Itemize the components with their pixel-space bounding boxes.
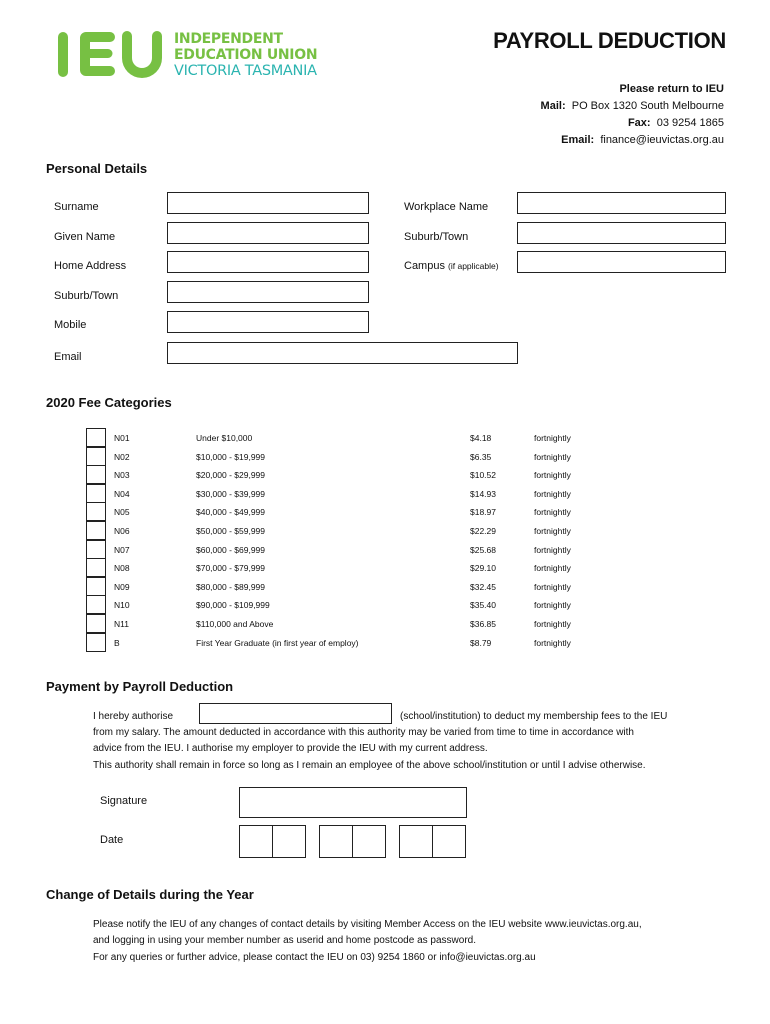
workplace-label: Workplace Name (404, 201, 489, 213)
logo-line-3: VICTORIA TASMANIA (174, 63, 317, 79)
fee-code: N05 (114, 507, 130, 518)
fee-amount: $4.18 (470, 433, 492, 443)
fee-amount: $18.97 (470, 507, 496, 518)
page-title: PAYROLL DEDUCTION (493, 28, 726, 53)
date-label: Date (100, 834, 124, 846)
change-line-3: For any queries or further advice, please contact the IEU on 03) 9254 1860 or info@ieuvictas.org.au (93, 952, 536, 963)
work-suburb-field[interactable] (517, 222, 726, 244)
fee-frequency: fortnightly (534, 563, 571, 574)
fee-range: $40,000 - $49,999 (196, 507, 266, 518)
fee-code: B (114, 637, 120, 648)
fee-frequency: fortnightly (534, 581, 571, 592)
fee-range: $80,000 - $89,999 (196, 581, 266, 592)
fee-frequency: fortnightly (534, 526, 571, 536)
fee-frequency: fortnightly (534, 451, 571, 462)
change-line-1: Please notify the IEU of any changes of contact details by visiting Member Access on the IEU website www.ieuvictas.org.au, (93, 919, 642, 930)
campus-field[interactable] (517, 251, 726, 273)
fee-checkbox[interactable] (86, 558, 106, 577)
fee-code: N07 (114, 544, 130, 555)
authority-line-3: advice from the IEU. I authorise my employer to provide the IEU with my current address. (93, 743, 488, 754)
return-info (541, 81, 724, 149)
email-address: finance@ieuvictas.org.au (600, 134, 724, 146)
mail-label: Mail: (540, 100, 566, 112)
date-day-field[interactable] (239, 825, 306, 858)
fee-checkbox[interactable] (86, 614, 106, 633)
home-address-label: Home Address (54, 260, 127, 272)
fee-checkbox[interactable] (86, 502, 106, 521)
fee-amount: $25.68 (470, 544, 496, 555)
fee-code: N11 (114, 619, 129, 629)
fee-amount: $10.52 (470, 470, 496, 481)
fee-amount: $14.93 (470, 488, 496, 499)
email-field-label: Email (54, 351, 82, 363)
mobile-label: Mobile (54, 319, 87, 331)
work-suburb-label: Suburb/Town (404, 231, 469, 243)
fee-range: $70,000 - $79,999 (196, 563, 266, 574)
campus-label-text: Campus (404, 260, 445, 272)
fee-categories-heading: 2020 Fee Categories (46, 395, 172, 410)
fee-code: N01 (114, 433, 130, 443)
fax-label: Fax: (627, 117, 651, 129)
fee-frequency: fortnightly (534, 433, 571, 443)
fee-amount: $29.10 (470, 563, 496, 574)
fee-range: $20,000 - $29,999 (196, 470, 266, 481)
school-institution-field[interactable] (199, 703, 392, 724)
fee-amount: $32.45 (470, 581, 496, 592)
date-year-field[interactable] (399, 825, 466, 858)
fee-checkbox[interactable] (86, 447, 106, 466)
fee-code: N04 (114, 488, 130, 499)
fee-code: N02 (114, 451, 130, 462)
surname-field[interactable] (167, 192, 369, 214)
fee-range: $50,000 - $59,999 (196, 526, 266, 536)
authority-line-4: This authority shall remain in force so long as I remain an employee of the above school/institution or until I advise otherwise. (93, 760, 646, 771)
fee-amount: $35.40 (470, 600, 496, 611)
logo-line-2: EDUCATION UNION (174, 47, 318, 63)
fee-checkbox[interactable] (86, 521, 106, 540)
fee-range: $90,000 - $109,999 (196, 600, 270, 611)
personal-details-heading: Personal Details (46, 161, 148, 176)
signature-field[interactable] (239, 787, 467, 818)
given-name-field[interactable] (167, 222, 369, 244)
authorise-text: I hereby authorise (93, 711, 174, 722)
authority-line-2: from my salary. The amount deducted in accordance with this authority may be varied from time to time in accordance with (93, 727, 634, 738)
fee-frequency: fortnightly (534, 544, 571, 555)
fee-frequency: fortnightly (534, 619, 571, 629)
fee-checkbox[interactable] (86, 484, 106, 503)
home-address-field[interactable] (167, 251, 369, 273)
workplace-field[interactable] (517, 192, 726, 214)
fee-checkbox[interactable] (86, 465, 106, 484)
fee-frequency: fortnightly (534, 637, 571, 648)
email-field[interactable] (167, 342, 518, 364)
fee-range: $30,000 - $39,999 (196, 488, 266, 499)
fee-range: $110,000 and Above (196, 619, 274, 629)
fee-range: $10,000 - $19,999 (196, 451, 266, 462)
date-month-field[interactable] (319, 825, 386, 858)
mail-address: PO Box 1320 South Melbourne (571, 100, 724, 112)
fee-frequency: fortnightly (534, 470, 571, 481)
fee-amount: $36.85 (470, 619, 496, 629)
mobile-field[interactable] (167, 311, 369, 333)
email-label: Email: (561, 134, 595, 146)
fee-code: N08 (114, 563, 130, 574)
fee-checkbox[interactable] (86, 428, 106, 447)
fee-range: Under $10,000 (196, 433, 253, 443)
fee-frequency: fortnightly (534, 600, 571, 611)
given-name-label: Given Name (54, 231, 116, 243)
fee-frequency: fortnightly (534, 507, 571, 518)
signature-label: Signature (100, 795, 148, 807)
logo-wordmark (174, 31, 317, 79)
payment-heading: Payment by Payroll Deduction (46, 679, 234, 694)
fee-range: $60,000 - $69,999 (196, 544, 266, 555)
fee-checkbox[interactable] (86, 577, 106, 596)
change-line-2: and logging in using your member number as userid and home postcode as password. (93, 935, 476, 946)
suburb-field[interactable] (167, 281, 369, 303)
fee-code: N10 (114, 600, 130, 611)
fee-checkbox[interactable] (86, 540, 106, 559)
fee-amount: $22.29 (470, 526, 496, 536)
campus-note: (if applicable) (448, 261, 499, 271)
fee-amount: $6.35 (470, 451, 492, 462)
campus-label (404, 260, 499, 272)
fee-checkbox[interactable] (86, 633, 106, 652)
change-details-heading: Change of Details during the Year (46, 887, 254, 902)
surname-label: Surname (54, 201, 99, 213)
fee-checkbox[interactable] (86, 595, 106, 614)
fax-number: 03 9254 1865 (656, 117, 724, 129)
return-heading: Please return to IEU (619, 83, 724, 95)
fee-code: N06 (114, 526, 130, 536)
fee-frequency: fortnightly (534, 488, 571, 499)
fee-code: N09 (114, 581, 130, 592)
logo-line-1: INDEPENDENT (174, 31, 283, 47)
suburb-label: Suburb/Town (54, 290, 119, 302)
ieu-logo-icon (58, 30, 166, 80)
fee-range: First Year Graduate (in first year of employ) (196, 637, 359, 648)
authorise-text-cont: (school/institution) to deduct my membership fees to the IEU (400, 711, 668, 722)
fee-amount: $8.79 (470, 637, 492, 648)
fee-code: N03 (114, 470, 130, 481)
